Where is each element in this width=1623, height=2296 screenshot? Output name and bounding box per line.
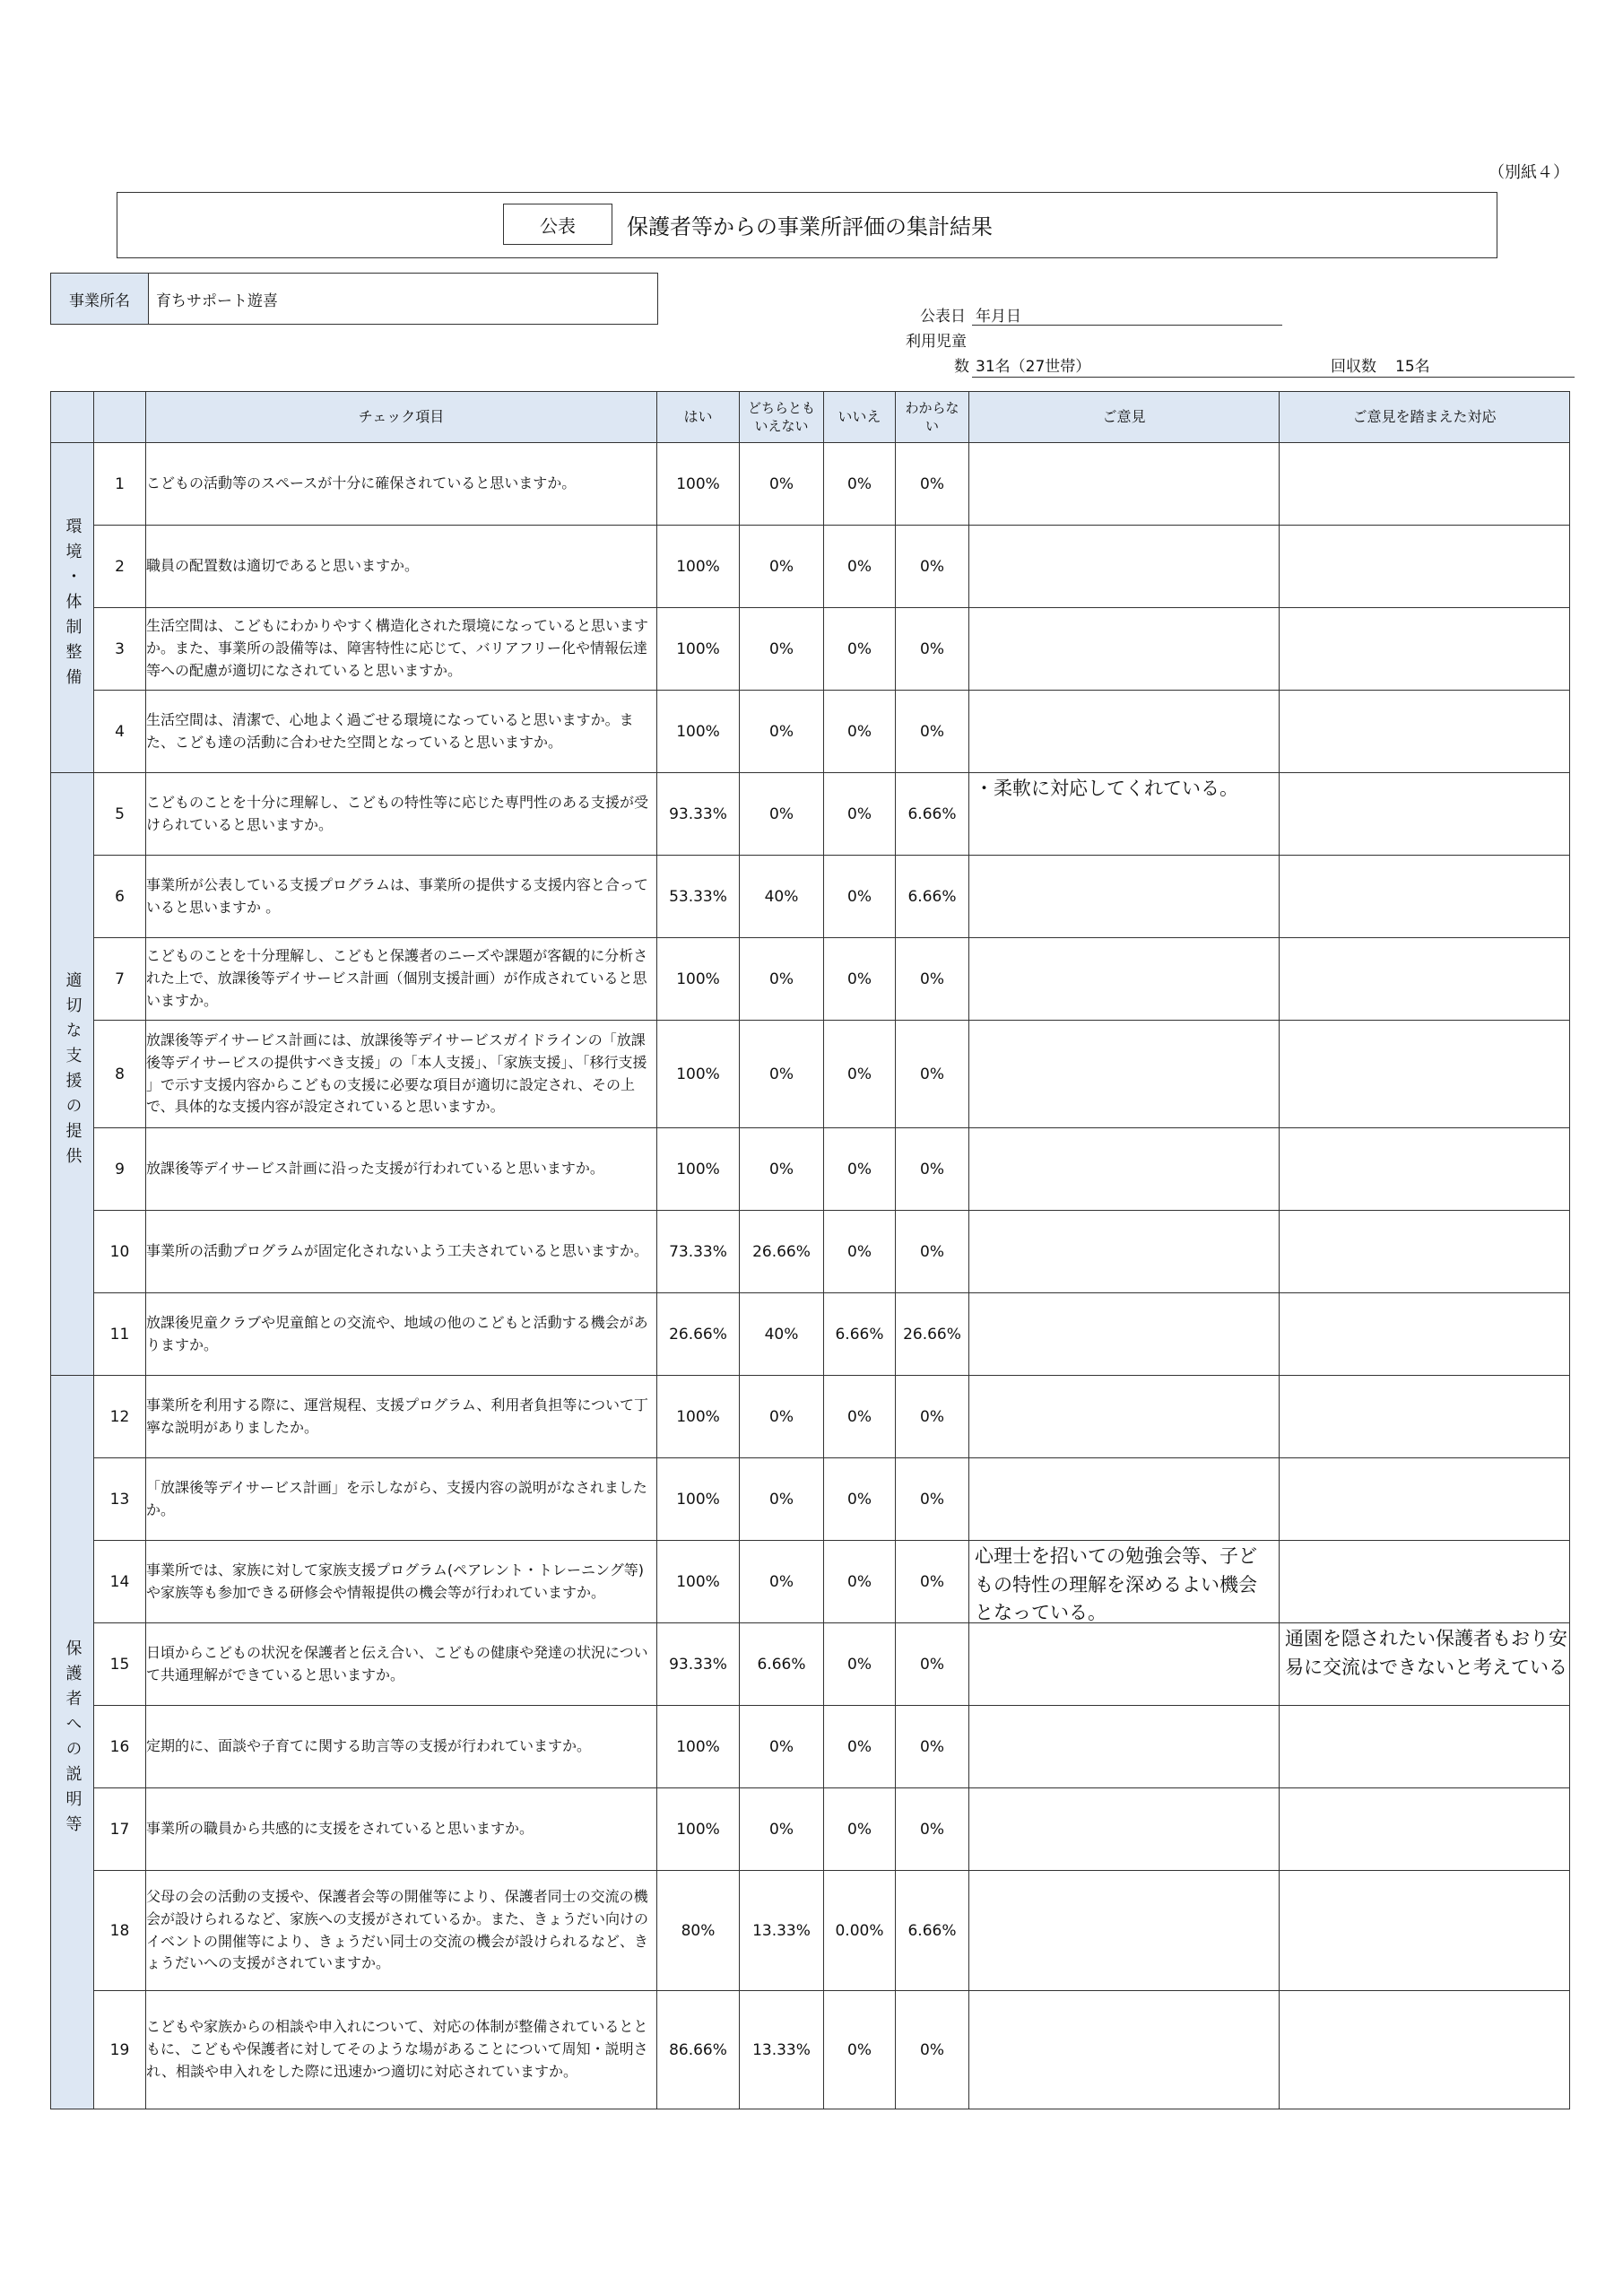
item-number: 12: [94, 1376, 146, 1458]
no-percent: 0%: [824, 856, 896, 938]
yes-percent: 53.33%: [657, 856, 740, 938]
header-response: ご意見を踏まえた対応: [1280, 392, 1570, 443]
opinion-cell: [969, 1623, 1280, 1706]
unknown-percent: 6.66%: [896, 1871, 969, 1991]
neither-percent: 0%: [740, 1376, 824, 1458]
yes-percent: 100%: [657, 1541, 740, 1623]
response-cell: [1280, 1293, 1570, 1376]
yes-percent: 100%: [657, 1128, 740, 1211]
category-cell: [51, 443, 94, 773]
check-item-text: 事業所の活動プログラムが固定化されないよう工夫されていると思いますか。: [146, 1211, 657, 1293]
neither-percent: 0%: [740, 773, 824, 856]
opinion-cell-text: 心理士を招いての勉強会等、子どもの特性の理解を深めるよい機会となっている。: [975, 1545, 1257, 1623]
neither-percent: 26.66%: [740, 1211, 824, 1293]
item-number: 8: [94, 1021, 146, 1128]
no-percent: 0%: [824, 1541, 896, 1623]
neither-percent: 0%: [740, 1788, 824, 1871]
check-item-text: 日頃からこどもの状況を保護者と伝え合い、こどもの健康や発達の状況について共通理解ができていると思いますか。: [146, 1623, 657, 1706]
response-cell: [1280, 938, 1570, 1021]
users-label-line1: 利用児童: [906, 333, 967, 351]
unknown-percent: 0%: [896, 1376, 969, 1458]
no-percent: 0%: [824, 1021, 896, 1128]
check-item-text: 事業所を利用する際に、運営規程、支援プログラム、利用者負担等について丁寧な説明がありましたか。: [146, 1376, 657, 1458]
opinion-cell: [969, 443, 1280, 526]
opinion-cell: [969, 1128, 1280, 1211]
item-number: 18: [94, 1871, 146, 1991]
table-row: [51, 1541, 1570, 1623]
opinion-cell: [969, 773, 1280, 856]
unknown-percent: 0%: [896, 1128, 969, 1211]
check-item-text: 事業所の職員から共感的に支援をされていると思いますか。: [146, 1788, 657, 1871]
yes-percent: 100%: [657, 608, 740, 691]
item-number: 15: [94, 1623, 146, 1706]
neither-percent: 13.33%: [740, 1871, 824, 1991]
opinion-cell: [969, 1211, 1280, 1293]
response-cell: [1280, 1788, 1570, 1871]
unknown-percent: 26.66%: [896, 1293, 969, 1376]
table-row: [51, 773, 1570, 856]
item-number: 17: [94, 1788, 146, 1871]
no-percent: 0%: [824, 1211, 896, 1293]
response-cell: [1280, 1871, 1570, 1991]
no-percent: 0%: [824, 1623, 896, 1706]
yes-percent: 86.66%: [657, 1991, 740, 2109]
category-label: 環境・体制整備: [63, 517, 82, 693]
response-cell: [1280, 1021, 1570, 1128]
check-item-text: 放課後等デイサービス計画には、放課後等デイサービスガイドラインの「放課後等デイサービスの提供すべき支援」の「本人支援」、「家族支援」、「移行支援 」で示す支援内容からこどもの支援に必要な項目が適切に設定され、その上で、具体的な支援内容が設定されていると思いますか。: [146, 1021, 657, 1128]
yes-percent: 100%: [657, 1706, 740, 1788]
response-cell-text: 通園を隠されたい保護者もおり安易に交流はできないと考えている: [1285, 1628, 1567, 1678]
table-row: [51, 608, 1570, 691]
yes-percent: 100%: [657, 1021, 740, 1128]
response-cell: [1280, 608, 1570, 691]
response-cell: [1280, 856, 1570, 938]
check-item-text: 生活空間は、清潔で、心地よく過ごせる環境になっていると思いますか。また、こども達の活動に合わせた空間となっていると思いますか。: [146, 691, 657, 773]
header-unknown: わからな い: [896, 392, 969, 443]
facility-name-box: [50, 273, 658, 325]
unknown-percent: 0%: [896, 1788, 969, 1871]
facility-label: 事業所名: [51, 274, 149, 324]
no-percent: 0%: [824, 938, 896, 1021]
yes-percent: 100%: [657, 1376, 740, 1458]
annex-label: （別紙４）: [1488, 163, 1569, 182]
response-cell: [1280, 773, 1570, 856]
opinion-cell: [969, 608, 1280, 691]
table-row: [51, 1991, 1570, 2109]
category-cell: [51, 1376, 94, 2109]
check-item-text: こどものことを十分に理解し、こどもの特性等に応じた専門性のある支援が受けられていると思いますか。: [146, 773, 657, 856]
facility-name: 育ちサポート遊喜: [156, 291, 278, 310]
check-item-text: 父母の会の活動の支援や、保護者会等の開催等により、保護者同士の交流の機会が設けられるなど、家族への支援がされているか。また、きょうだい向けのイベントの開催等により、きょうだい同士の交流の機会が設けられるなど、きょうだいへの支援がされていますか。: [146, 1871, 657, 1991]
opinion-cell: [969, 1458, 1280, 1541]
unknown-percent: 0%: [896, 1623, 969, 1706]
unknown-percent: 0%: [896, 938, 969, 1021]
users-underline: [972, 377, 1575, 378]
no-percent: 0%: [824, 1788, 896, 1871]
table-row: [51, 938, 1570, 1021]
header-check-item: チェック項目: [146, 392, 657, 443]
opinion-cell: [969, 1991, 1280, 2109]
neither-percent: 0%: [740, 938, 824, 1021]
publication-badge: 公表: [503, 204, 612, 245]
table-row: [51, 443, 1570, 526]
table-row: [51, 691, 1570, 773]
category-label: 適切な支援の提供: [63, 971, 82, 1172]
no-percent: 0%: [824, 691, 896, 773]
unknown-percent: 0%: [896, 1211, 969, 1293]
response-cell: [1280, 1458, 1570, 1541]
yes-percent: 100%: [657, 938, 740, 1021]
table-row: [51, 1021, 1570, 1128]
neither-percent: 13.33%: [740, 1991, 824, 2109]
no-percent: 0.00%: [824, 1871, 896, 1991]
item-number: 7: [94, 938, 146, 1021]
table-row: [51, 856, 1570, 938]
unknown-percent: 6.66%: [896, 773, 969, 856]
item-number: 10: [94, 1211, 146, 1293]
no-percent: 0%: [824, 1376, 896, 1458]
response-cell: [1280, 1211, 1570, 1293]
users-label-line2: 数: [954, 358, 969, 376]
item-number: 3: [94, 608, 146, 691]
table-row: [51, 526, 1570, 608]
item-number: 16: [94, 1706, 146, 1788]
check-item-text: 職員の配置数は適切であると思いますか。: [146, 526, 657, 608]
item-number: 13: [94, 1458, 146, 1541]
no-percent: 0%: [824, 1128, 896, 1211]
table-row: [51, 1788, 1570, 1871]
title-box: [117, 192, 1497, 258]
opinion-cell: [969, 856, 1280, 938]
table-row: [51, 1623, 1570, 1706]
unknown-percent: 0%: [896, 1021, 969, 1128]
neither-percent: 0%: [740, 691, 824, 773]
check-item-text: こどもや家族からの相談や申入れについて、対応の体制が整備されているとともに、こどもや保護者に対してそのような場があることについて周知・説明され、相談や申入れをした際に迅速かつ適切に対応されていますか。: [146, 1991, 657, 2109]
no-percent: 0%: [824, 1458, 896, 1541]
no-percent: 0%: [824, 526, 896, 608]
table-row: [51, 1458, 1570, 1541]
response-cell: [1280, 1706, 1570, 1788]
no-percent: 6.66%: [824, 1293, 896, 1376]
item-number: 5: [94, 773, 146, 856]
evaluation-table: [50, 391, 1570, 2109]
neither-percent: 0%: [740, 526, 824, 608]
no-percent: 0%: [824, 608, 896, 691]
header-yes: はい: [657, 392, 740, 443]
header-category: [51, 392, 94, 443]
unknown-percent: 0%: [896, 691, 969, 773]
table-row: [51, 1706, 1570, 1788]
opinion-cell: [969, 691, 1280, 773]
item-number: 4: [94, 691, 146, 773]
page-title: 保護者等からの事業所評価の集計結果: [627, 214, 993, 239]
unknown-percent: 0%: [896, 1541, 969, 1623]
response-cell: [1280, 1541, 1570, 1623]
item-number: 1: [94, 443, 146, 526]
item-number: 14: [94, 1541, 146, 1623]
no-percent: 0%: [824, 773, 896, 856]
response-cell: [1280, 1128, 1570, 1211]
neither-percent: 40%: [740, 1293, 824, 1376]
neither-percent: 40%: [740, 856, 824, 938]
header-no: いいえ: [824, 392, 896, 443]
no-percent: 0%: [824, 1991, 896, 2109]
neither-percent: 0%: [740, 1706, 824, 1788]
yes-percent: 100%: [657, 691, 740, 773]
yes-percent: 100%: [657, 443, 740, 526]
opinion-cell: [969, 1871, 1280, 1991]
table-row: [51, 1211, 1570, 1293]
unknown-percent: 0%: [896, 1706, 969, 1788]
header-number: [94, 392, 146, 443]
responses-count: 15名: [1395, 358, 1430, 376]
neither-percent: 0%: [740, 1128, 824, 1211]
check-item-text: 「放課後等デイサービス計画」を示しながら、支援内容の説明がなされましたか。: [146, 1458, 657, 1541]
publish-date-label: 公表日: [920, 308, 966, 326]
check-item-text: 放課後等デイサービス計画に沿った支援が行われていると思いますか。: [146, 1128, 657, 1211]
yes-percent: 93.33%: [657, 1623, 740, 1706]
table-row: [51, 1376, 1570, 1458]
item-number: 11: [94, 1293, 146, 1376]
response-cell: [1280, 526, 1570, 608]
table-header-row: [51, 392, 1570, 443]
responses-label: 回収数: [1331, 358, 1376, 376]
opinion-cell: [969, 1541, 1280, 1623]
opinion-cell: [969, 1376, 1280, 1458]
check-item-text: 定期的に、面談や子育てに関する助言等の支援が行われていますか。: [146, 1706, 657, 1788]
response-cell: [1280, 1623, 1570, 1706]
yes-percent: 80%: [657, 1871, 740, 1991]
table-row: [51, 1871, 1570, 1991]
neither-percent: 0%: [740, 1021, 824, 1128]
item-number: 9: [94, 1128, 146, 1211]
yes-percent: 100%: [657, 526, 740, 608]
publish-date-underline: [972, 325, 1282, 326]
opinion-cell-text: ・柔軟に対応してくれている。: [975, 778, 1238, 799]
neither-percent: 6.66%: [740, 1623, 824, 1706]
users-count: 31名（27世帯）: [976, 358, 1091, 376]
yes-percent: 73.33%: [657, 1211, 740, 1293]
no-percent: 0%: [824, 443, 896, 526]
response-cell: [1280, 691, 1570, 773]
publish-date-value: 年月日: [976, 308, 1021, 326]
unknown-percent: 0%: [896, 526, 969, 608]
header-opinion: ご意見: [969, 392, 1280, 443]
unknown-percent: 6.66%: [896, 856, 969, 938]
yes-percent: 100%: [657, 1458, 740, 1541]
check-item-text: 事業所では、家族に対して家族支援プログラム(ペアレント・トレーニング等)や家族等も参加できる研修会や情報提供の機会等が行われていますか。: [146, 1541, 657, 1623]
item-number: 2: [94, 526, 146, 608]
neither-percent: 0%: [740, 608, 824, 691]
no-percent: 0%: [824, 1706, 896, 1788]
neither-percent: 0%: [740, 1541, 824, 1623]
category-label: 保護者への説明等: [63, 1639, 82, 1840]
unknown-percent: 0%: [896, 608, 969, 691]
opinion-cell: [969, 1706, 1280, 1788]
response-cell: [1280, 1376, 1570, 1458]
check-item-text: こどものことを十分理解し、こどもと保護者のニーズや課題が客観的に分析された上で、放課後等デイサービス計画（個別支援計画）が作成されていると思いますか。: [146, 938, 657, 1021]
table-row: [51, 1128, 1570, 1211]
opinion-cell: [969, 938, 1280, 1021]
check-item-text: 生活空間は、こどもにわかりやすく構造化された環境になっていると思いますか。また、事業所の設備等は、障害特性に応じて、バリアフリー化や情報伝達等への配慮が適切になされていると思いますか。: [146, 608, 657, 691]
neither-percent: 0%: [740, 1458, 824, 1541]
response-cell: [1280, 443, 1570, 526]
header-neither: どちらとも いえない: [740, 392, 824, 443]
item-number: 6: [94, 856, 146, 938]
opinion-cell: [969, 1293, 1280, 1376]
opinion-cell: [969, 1021, 1280, 1128]
unknown-percent: 0%: [896, 1458, 969, 1541]
item-number: 19: [94, 1991, 146, 2109]
opinion-cell: [969, 1788, 1280, 1871]
unknown-percent: 0%: [896, 1991, 969, 2109]
neither-percent: 0%: [740, 443, 824, 526]
category-cell: [51, 773, 94, 1376]
yes-percent: 100%: [657, 1788, 740, 1871]
yes-percent: 26.66%: [657, 1293, 740, 1376]
check-item-text: こどもの活動等のスペースが十分に確保されていると思いますか。: [146, 443, 657, 526]
table-row: [51, 1293, 1570, 1376]
check-item-text: 事業所が公表している支援プログラムは、事業所の提供する支援内容と合っていると思いますか 。: [146, 856, 657, 938]
unknown-percent: 0%: [896, 443, 969, 526]
yes-percent: 93.33%: [657, 773, 740, 856]
check-item-text: 放課後児童クラブや児童館との交流や、地域の他のこどもと活動する機会がありますか。: [146, 1293, 657, 1376]
opinion-cell: [969, 526, 1280, 608]
response-cell: [1280, 1991, 1570, 2109]
